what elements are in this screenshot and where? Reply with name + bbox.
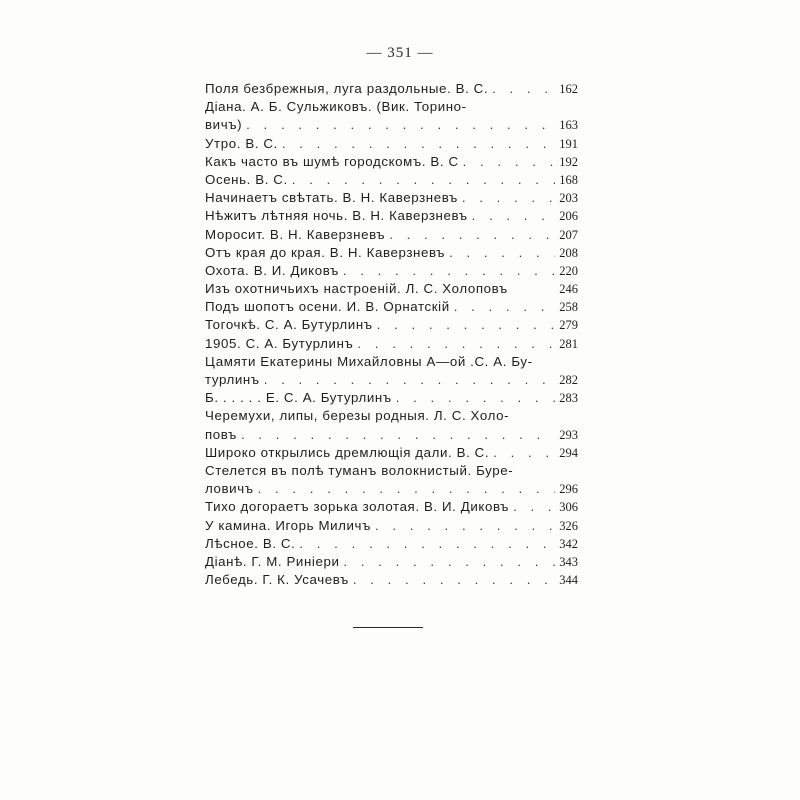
- toc-page-number: 282: [559, 373, 578, 387]
- toc-page-number: 258: [559, 300, 578, 315]
- dot-leader: [468, 207, 555, 225]
- dot-leader: [488, 80, 555, 98]
- toc-entry-text: Лѣсное. В. С.: [205, 535, 296, 551]
- toc-page-number: 168: [559, 172, 578, 187]
- toc-entry-text: Черемухи, липы, березы родныя. Л. С. Холо-: [205, 408, 510, 424]
- toc-entry-text: вичъ): [205, 117, 243, 133]
- dot-leader: [353, 335, 555, 353]
- dot-leader: [458, 189, 555, 207]
- dot-leader: [489, 444, 555, 462]
- toc-line: [205, 462, 578, 480]
- toc-entry-text: Изъ охотничьихъ настроеній. Л. С. Холоповъ: [205, 281, 508, 297]
- dot-leader: [288, 171, 555, 189]
- toc-line: [205, 189, 578, 207]
- toc-entry-text: Діана. А. Б. Сульжиковъ. (Вик. Торино-: [205, 99, 467, 115]
- dot-leader: [295, 535, 555, 553]
- toc-entry-text: Б. . . . . . Е. С. А. Бутурлинъ: [205, 390, 392, 406]
- toc-line: [205, 480, 578, 498]
- toc-line: [205, 244, 578, 262]
- toc-page-number: 294: [559, 445, 578, 460]
- toc-line: [205, 153, 578, 171]
- toc-line: [205, 135, 578, 153]
- toc-line: [205, 316, 578, 334]
- toc-entry-text: Широко открылись дремлющія дали. В. С.: [205, 444, 490, 460]
- toc-line: [205, 535, 578, 553]
- toc-entry-text: Утро. В. С.: [205, 135, 278, 151]
- toc-entry-text: Моросит. В. Н. Каверзневъ: [205, 226, 386, 242]
- toc-line: [205, 298, 578, 316]
- dot-leader: [278, 135, 555, 153]
- toc-line: [205, 98, 578, 116]
- toc-line: [205, 407, 578, 425]
- toc-page-number: 206: [559, 209, 578, 224]
- toc-entry-text: Осень. В. С.: [205, 171, 288, 187]
- toc-entry-text: ловичъ: [205, 481, 254, 497]
- dot-leader: [392, 389, 555, 407]
- toc-page-number: 296: [559, 482, 578, 497]
- dot-leader: [339, 262, 555, 280]
- dot-leader: [450, 298, 555, 316]
- toc-line: [205, 517, 578, 535]
- toc-page-number: 191: [559, 136, 578, 151]
- toc-page-number: 246: [559, 282, 578, 297]
- toc-line: [205, 171, 578, 189]
- dot-leader: [339, 553, 555, 571]
- toc-entry-text: Цамяти Екатерины Михайловны А—ой .С. А. Бу-: [205, 353, 533, 369]
- dot-leader: [445, 244, 555, 262]
- toc-page-number: 343: [559, 554, 578, 569]
- toc-entry-text: У камина. Игорь Миличъ: [205, 517, 371, 533]
- toc-page-number: 283: [559, 391, 578, 406]
- toc-entry-text: Подъ шопотъ осени. И. В. Орнатскій: [205, 299, 450, 315]
- toc-line: [205, 280, 578, 298]
- toc-line: [205, 371, 578, 389]
- toc-entry-text: Отъ края до края. В. Н. Каверзневъ: [205, 244, 446, 260]
- dot-leader: [242, 116, 555, 134]
- table-of-contents: [205, 80, 578, 589]
- toc-entry-text: Начинаетъ свѣтать. В. Н. Каверзневъ: [205, 190, 458, 206]
- toc-line: [205, 116, 578, 134]
- toc-page-number: 281: [559, 336, 578, 351]
- toc-page-number: 207: [559, 227, 578, 242]
- toc-page-number: 163: [559, 118, 578, 133]
- toc-page-number: 326: [559, 518, 578, 533]
- section-divider: [353, 627, 423, 628]
- toc-page-number: 220: [559, 263, 578, 278]
- toc-page-number: 203: [559, 191, 578, 206]
- toc-page-number: 344: [559, 573, 578, 588]
- toc-entry-text: Охота. В. И. Диковъ: [205, 262, 339, 278]
- toc-line: [205, 226, 578, 244]
- dot-leader: [509, 498, 555, 516]
- toc-line: [205, 262, 578, 280]
- toc-entry-text: Тихо догораетъ зорька золотая. В. И. Диковъ: [205, 499, 510, 515]
- dot-leader: [385, 226, 555, 244]
- toc-line: [205, 353, 578, 371]
- toc-line: [205, 389, 578, 407]
- dot-leader: [260, 371, 555, 389]
- toc-line: [205, 498, 578, 516]
- toc-line: [205, 335, 578, 353]
- dot-leader: [237, 426, 555, 444]
- toc-entry-text: Лебедь. Г. К. Усачевъ: [205, 572, 349, 588]
- dot-leader: [254, 480, 555, 498]
- toc-page-number: 192: [559, 154, 578, 169]
- toc-page-number: 342: [559, 536, 578, 551]
- toc-entry-text: повъ: [205, 426, 237, 442]
- toc-entry-text: турлинъ: [205, 372, 260, 387]
- dot-leader: [371, 517, 555, 535]
- dot-leader: [459, 153, 555, 171]
- page-number: — 351 —: [366, 45, 434, 61]
- toc-line: [205, 553, 578, 571]
- toc-page-number: 306: [559, 500, 578, 515]
- toc-page-number: 293: [559, 427, 578, 442]
- toc-entry-text: Поля безбрежныя, луга раздольные. В. С.: [205, 81, 489, 96]
- toc-page-number: 162: [559, 82, 578, 96]
- toc-entry-text: Стелется въ полѣ туманъ волокнистый. Буре-: [205, 462, 514, 478]
- toc-line: [205, 426, 578, 444]
- toc-entry-text: Нѣжитъ лѣтняя ночь. В. Н. Каверзневъ: [205, 208, 468, 224]
- toc-entry-text: Какъ часто въ шумѣ городскомъ. В. С: [205, 153, 459, 169]
- toc-entry-text: 1905. С. А. Бутурлинъ: [205, 335, 354, 351]
- dot-leader: [349, 571, 555, 589]
- dot-leader: [373, 316, 555, 334]
- toc-line: [205, 80, 578, 98]
- toc-line: [205, 444, 578, 462]
- toc-line: [205, 571, 578, 589]
- toc-entry-text: Тогочкѣ. С. А. Бутурлинъ: [205, 317, 373, 333]
- toc-line: [205, 207, 578, 225]
- toc-entry-text: Діанѣ. Г. М. Риніери: [205, 553, 340, 569]
- toc-page-number: 208: [559, 245, 578, 260]
- toc-page-number: 279: [559, 318, 578, 333]
